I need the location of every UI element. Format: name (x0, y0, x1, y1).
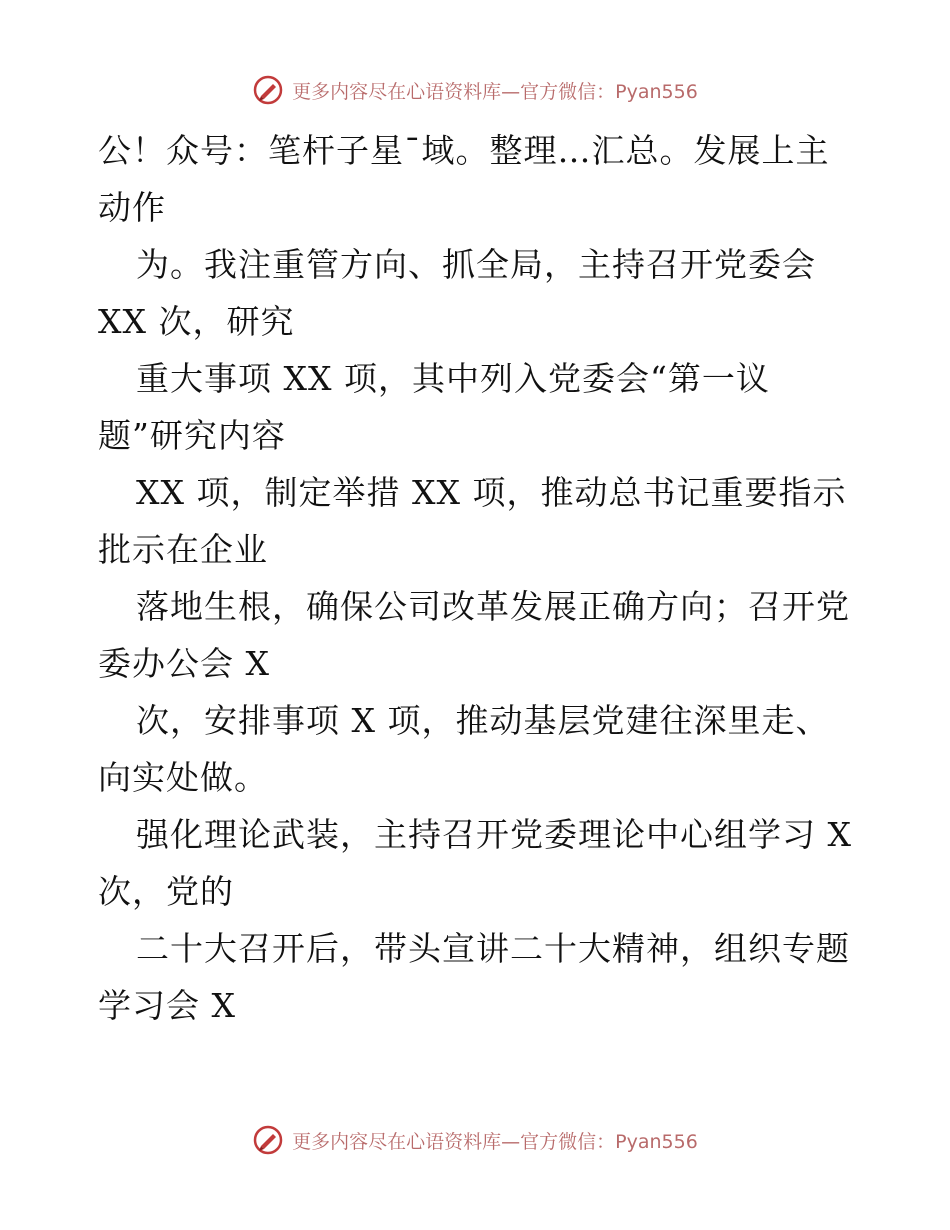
text-line: 批示在企业 (98, 530, 268, 569)
pen-logo-icon (252, 74, 284, 106)
text-line: 二十大召开后，带头宣讲二十大精神，组织专题 (136, 929, 850, 968)
text-line: 次，安排事项 X 项，推动基层党建往深里走、 (136, 701, 830, 740)
text-line: 题”研究内容 (98, 416, 286, 455)
header-banner-text: 更多内容尽在心语资料库—官方微信：Pyan556 (292, 80, 698, 103)
text-line: XX 次，研究 (98, 302, 295, 341)
document-body (98, 122, 868, 1034)
text-line: 向实处做。 (98, 758, 268, 797)
footer-banner-text: 更多内容尽在心语资料库—官方微信：Pyan556 (292, 1130, 698, 1153)
text-line: 强化理论武装，主持召开党委理论中心组学习 X (136, 815, 852, 854)
text-line: 重大事项 XX 项，其中列入党委会“第一议 (136, 359, 770, 398)
text-line: 公！众号：笔杆子星¯域。整理…汇总。发展上主 (98, 131, 830, 170)
text-line: XX 项，制定举措 XX 项，推动总书记重要指示 (136, 473, 847, 512)
pen-logo-icon (252, 1124, 284, 1156)
text-line: 为。我注重管方向、抓全局，主持召开党委会 (136, 245, 816, 284)
text-line: 学习会 X (98, 986, 236, 1025)
text-line: 委办公会 X (98, 644, 270, 683)
text-line: 落地生根，确保公司改革发展正确方向；召开党 (136, 587, 850, 626)
header-banner (0, 70, 950, 110)
footer-banner (0, 1120, 950, 1160)
text-line: 动作 (98, 188, 166, 227)
text-line: 次，党的 (98, 872, 234, 911)
